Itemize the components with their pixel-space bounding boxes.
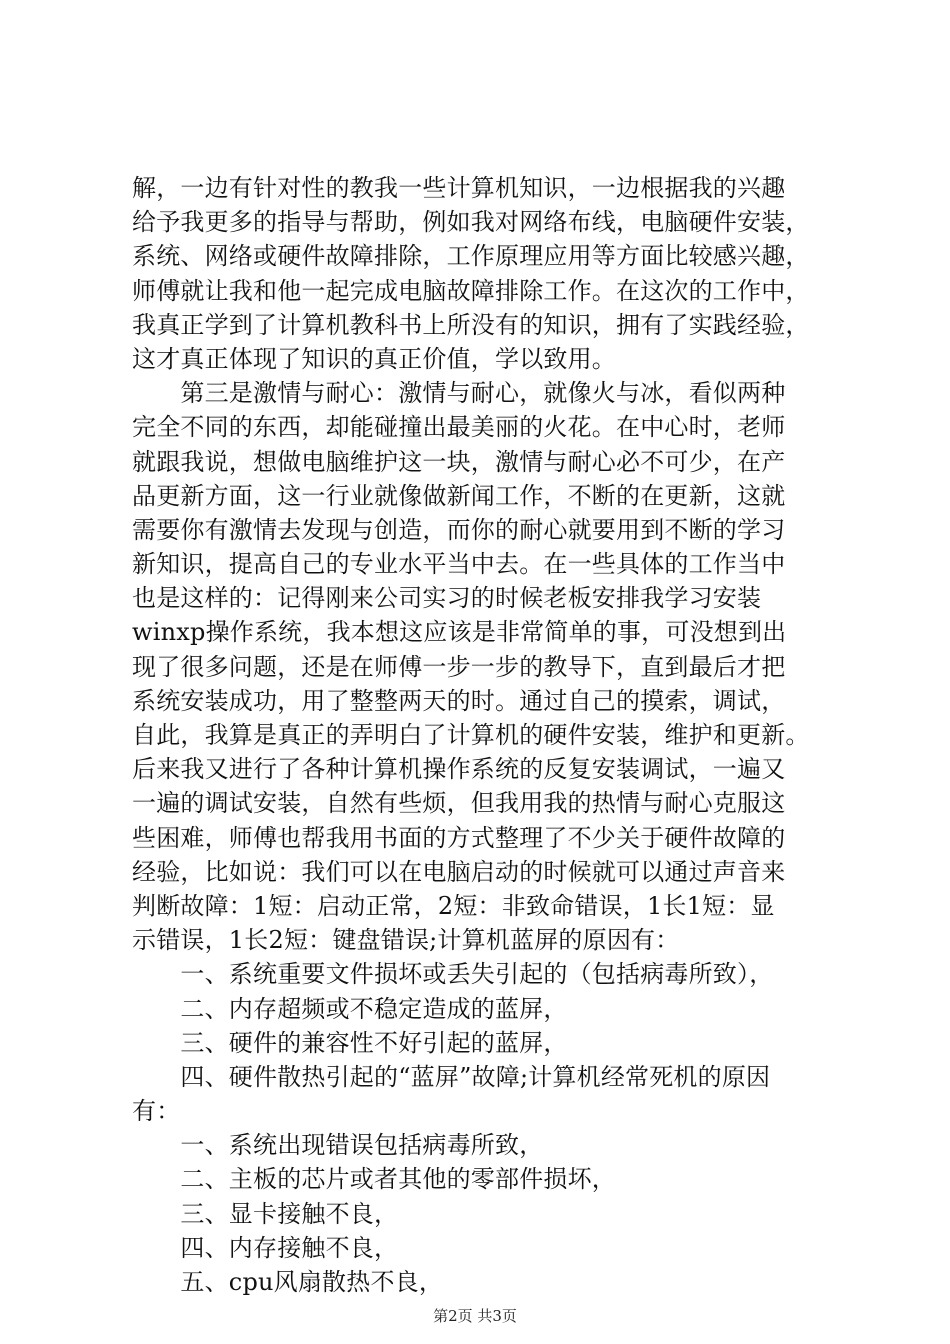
text-line: 解，一边有针对性的教我一些计算机知识，一边根据我的兴趣	[132, 174, 786, 202]
text-line: 后来我又进行了各种计算机操作系统的反复安装调试，一遍又	[132, 755, 786, 784]
text-line: 一遍的调试安装，自然有些烦，但我用我的热情与耐心克服这	[132, 789, 786, 818]
body-text	[132, 171, 852, 1299]
text-line: 些困难，师傅也帮我用书面的方式整理了不少关于硬件故障的	[132, 823, 786, 852]
text-line: 系统、网络或硬件故障排除，工作原理应用等方面比较感兴趣，	[132, 242, 810, 271]
text-line: 给予我更多的指导与帮助，例如我对网络布线，电脑硬件安装，	[132, 208, 810, 237]
text-line: 四、内存接触不良，	[132, 1233, 399, 1262]
text-line: 判断故障：1短：启动正常，2短：非致命错误，1长1短：显	[132, 891, 775, 920]
text-line: 经验，比如说：我们可以在电脑启动的时候就可以通过声音来	[132, 857, 786, 886]
text-line: 我真正学到了计算机教科书上所没有的知识，拥有了实践经验，	[132, 310, 810, 339]
text-line: 师傅就让我和他一起完成电脑故障排除工作。在这次的工作中，	[132, 276, 810, 305]
text-line: 二、主板的芯片或者其他的零部件损坏，	[132, 1165, 616, 1194]
text-line: 五、cpu风扇散热不良，	[132, 1268, 444, 1296]
text-line: winxp操作系统，我本想这应该是非常简单的事，可没想到出	[132, 618, 787, 647]
text-line: 示错误，1长2短：键盘错误;计算机蓝屏的原因有：	[132, 926, 680, 955]
text-line: 就跟我说，想做电脑维护这一块，激情与耐心必不可少，在产	[132, 447, 786, 476]
page-footer: 第2页 共3页	[433, 1307, 517, 1325]
text-line: 一、系统重要文件损坏或丢失引起的（包括病毒所致），	[132, 960, 774, 989]
text-line: 现了很多问题，还是在师傅一步一步的教导下，直到最后才把	[132, 652, 786, 681]
text-line: 有：	[132, 1097, 181, 1126]
text-line: 需要你有激情去发现与创造，而你的耐心就要用到不断的学习	[132, 515, 786, 544]
text-line: 四、硬件散热引起的“蓝屏”故障;计算机经常死机的原因	[132, 1062, 771, 1091]
text-line: 新知识，提高自己的专业水平当中去。在一些具体的工作当中	[132, 550, 786, 579]
text-line: 第三是激情与耐心：激情与耐心，就像火与冰，看似两种	[132, 379, 786, 408]
text-line: 自此，我算是真正的弄明白了计算机的硬件安装，维护和更新。	[132, 721, 810, 749]
text-line: 这才真正体现了知识的真正价值，学以致用。	[132, 344, 616, 373]
text-line: 品更新方面，这一行业就像做新闻工作，不断的在更新，这就	[132, 481, 786, 510]
text-line: 三、显卡接触不良，	[132, 1199, 399, 1228]
text-line: 系统安装成功，用了整整两天的时。通过自己的摸索，调试，	[132, 686, 786, 715]
text-line: 一、系统出现错误包括病毒所致，	[132, 1131, 544, 1160]
text-line: 二、内存超频或不稳定造成的蓝屏，	[132, 994, 568, 1023]
text-line: 三、硬件的兼容性不好引起的蓝屏，	[132, 1028, 568, 1057]
text-line: 完全不同的东西，却能碰撞出最美丽的火花。在中心时，老师	[132, 413, 786, 442]
text-line: 也是这样的：记得刚来公司实习的时候老板安排我学习安装	[132, 584, 762, 613]
